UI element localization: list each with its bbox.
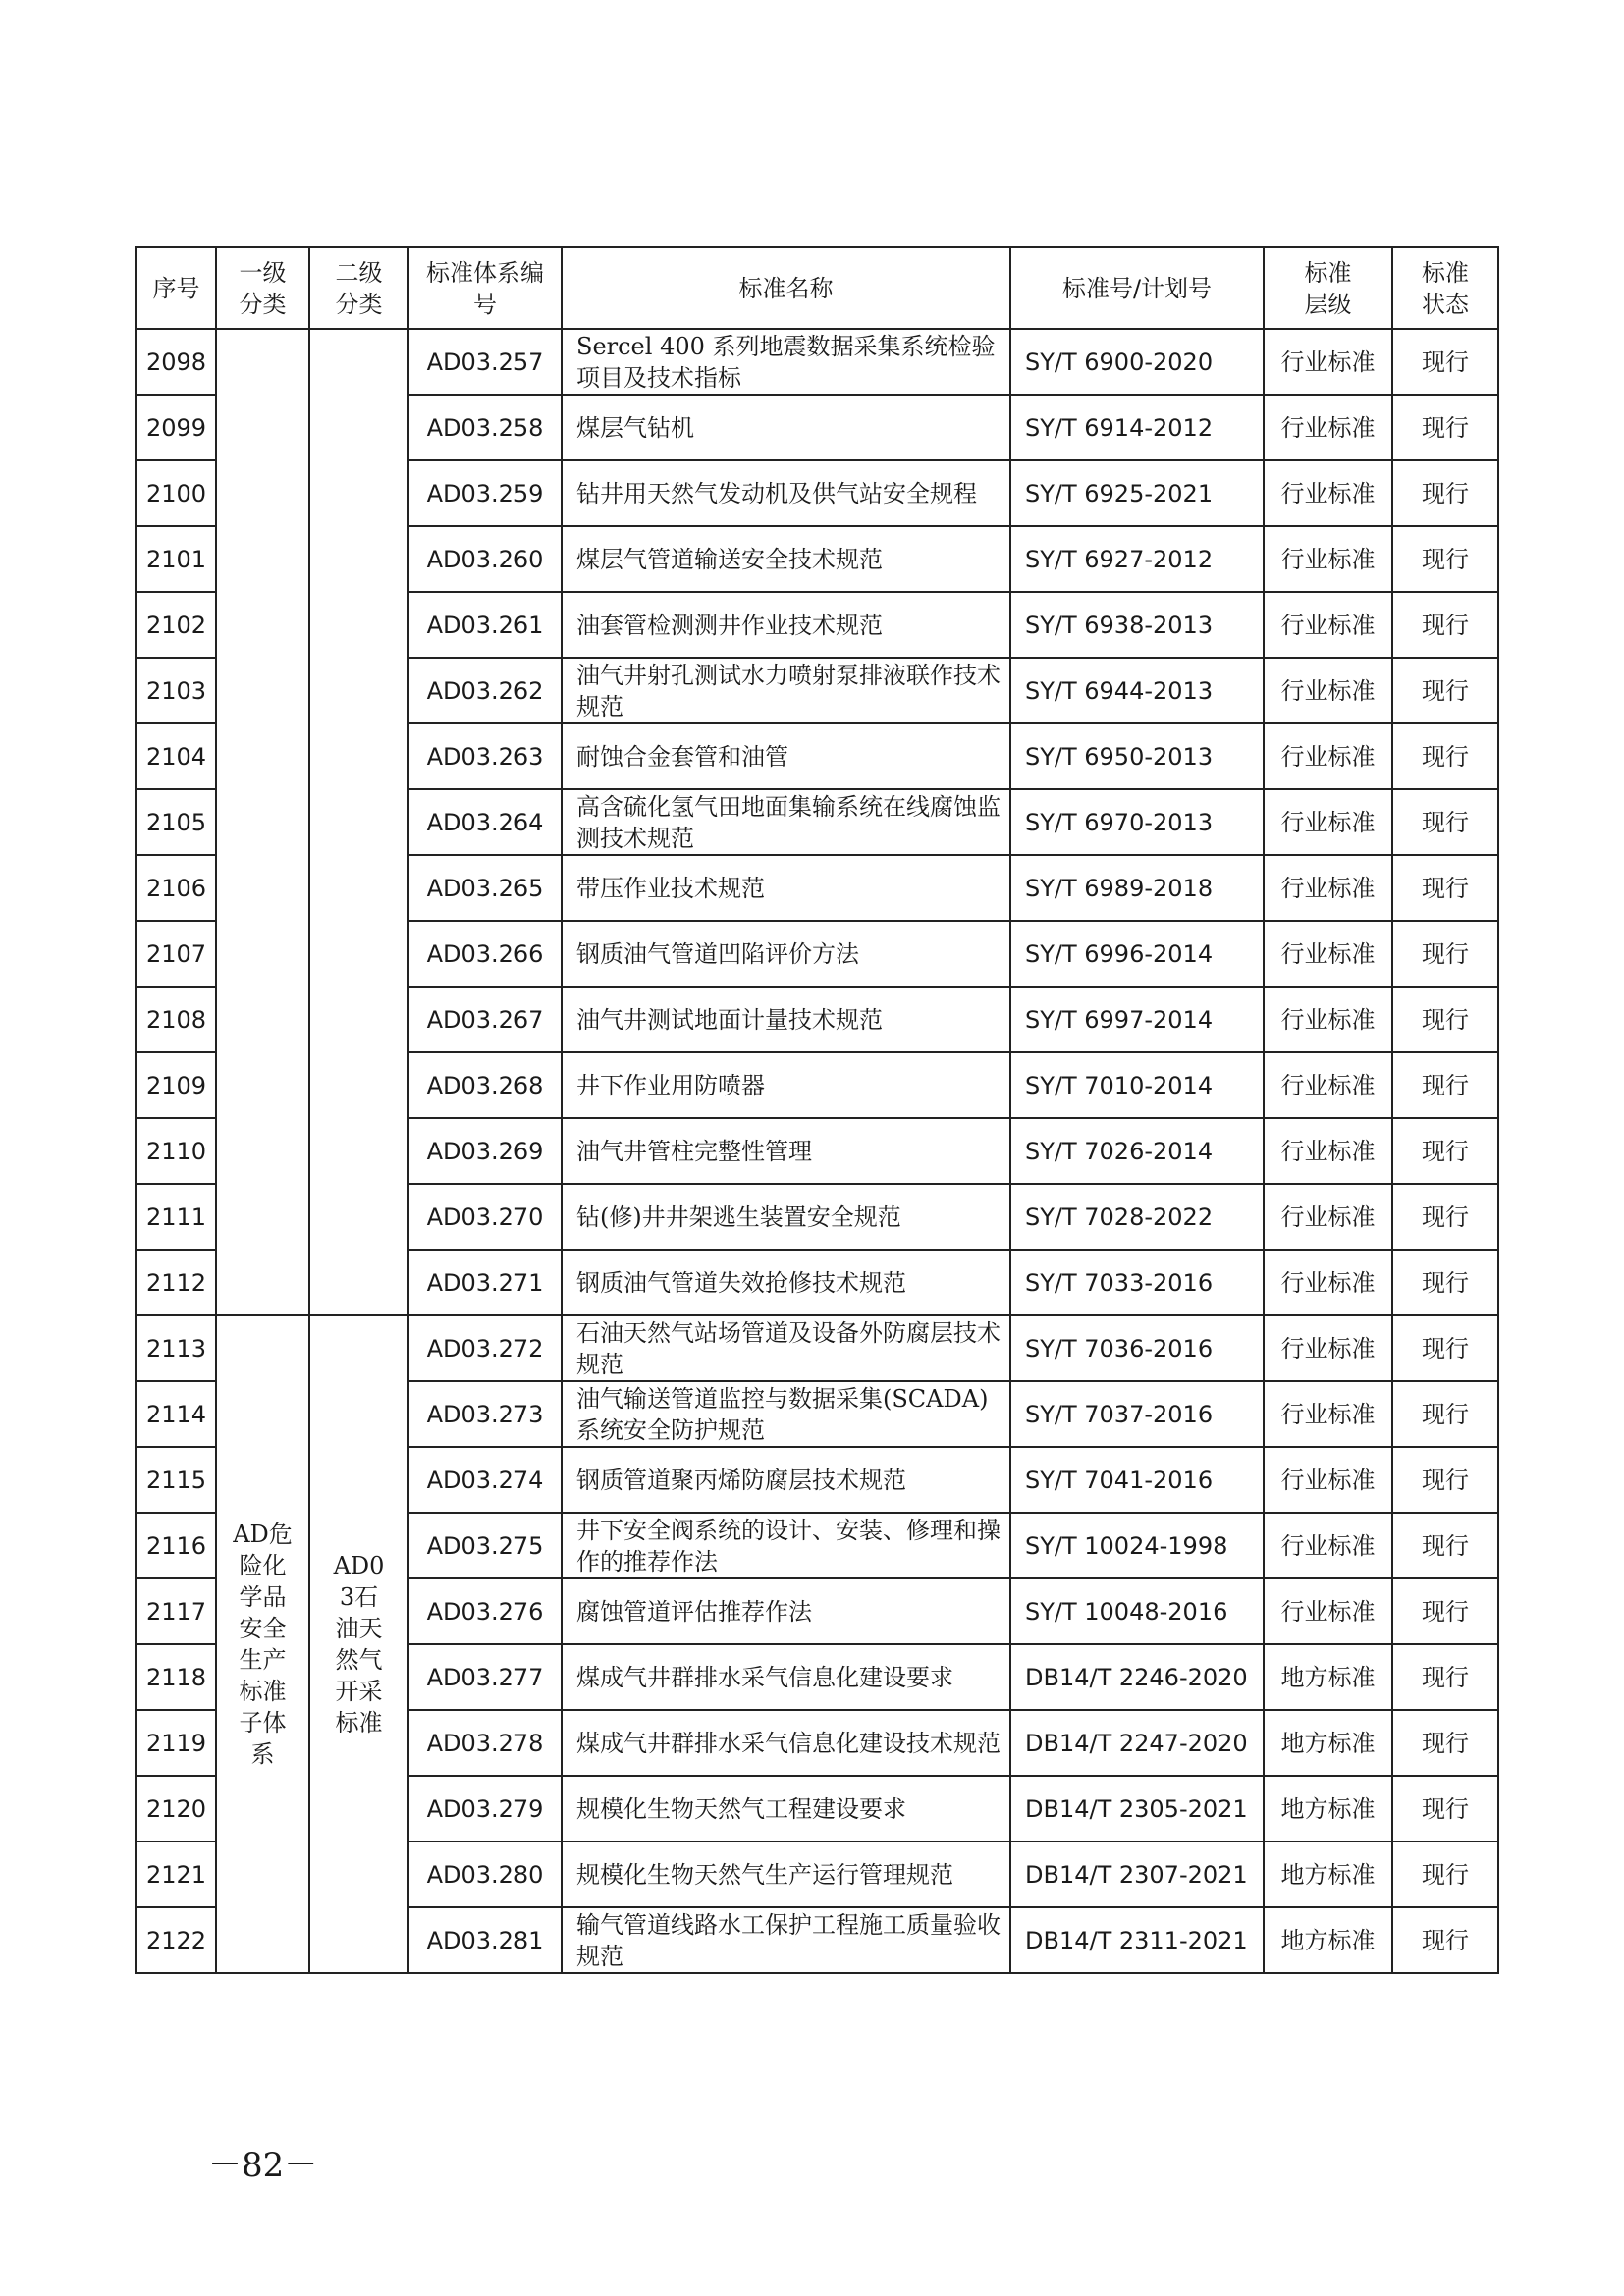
cell-number: SY/T 6927-2012	[1010, 526, 1264, 592]
cell-number: SY/T 6950-2013	[1010, 723, 1264, 789]
cell-sys-code: AD03.275	[408, 1513, 562, 1578]
header-cat2: 二级分类	[309, 247, 408, 329]
cell-number: SY/T 6997-2014	[1010, 987, 1264, 1052]
cell-number: SY/T 7026-2014	[1010, 1118, 1264, 1184]
cell-name: 带压作业技术规范	[562, 855, 1010, 921]
cell-number: SY/T 7033-2016	[1010, 1250, 1264, 1315]
cell-name: 石油天然气站场管道及设备外防腐层技术规范	[562, 1315, 1010, 1381]
cell-name: 输气管道线路水工保护工程施工质量验收规范	[562, 1907, 1010, 1973]
cell-status: 现行	[1392, 1842, 1498, 1907]
cell-status: 现行	[1392, 395, 1498, 460]
cell-seq: 2121	[136, 1842, 216, 1907]
cell-seq: 2118	[136, 1644, 216, 1710]
cell-sys-code: AD03.259	[408, 460, 562, 526]
cell-number: SY/T 6989-2018	[1010, 855, 1264, 921]
cell-status: 现行	[1392, 1513, 1498, 1578]
cell-sys-code: AD03.269	[408, 1118, 562, 1184]
cell-status: 现行	[1392, 789, 1498, 855]
cell-sys-code: AD03.271	[408, 1250, 562, 1315]
cell-seq: 2107	[136, 921, 216, 987]
cell-level: 行业标准	[1264, 592, 1392, 658]
cell-sys-code: AD03.257	[408, 329, 562, 395]
cell-sys-code: AD03.266	[408, 921, 562, 987]
header-sys-code: 标准体系编号	[408, 247, 562, 329]
cell-level: 行业标准	[1264, 1578, 1392, 1644]
cell-name: 钻(修)井井架逃生装置安全规范	[562, 1184, 1010, 1250]
header-cat1: 一级分类	[216, 247, 309, 329]
cell-number: SY/T 6996-2014	[1010, 921, 1264, 987]
cell-number: SY/T 6944-2013	[1010, 658, 1264, 723]
header-seq: 序号	[136, 247, 216, 329]
cell-sys-code: AD03.281	[408, 1907, 562, 1973]
cell-seq: 2099	[136, 395, 216, 460]
cell-number: DB14/T 2307-2021	[1010, 1842, 1264, 1907]
cell-level: 地方标准	[1264, 1710, 1392, 1776]
cell-sys-code: AD03.260	[408, 526, 562, 592]
cell-level: 行业标准	[1264, 855, 1392, 921]
cell-level: 地方标准	[1264, 1907, 1392, 1973]
cell-seq: 2122	[136, 1907, 216, 1973]
cell-level: 地方标准	[1264, 1776, 1392, 1842]
cell-level: 行业标准	[1264, 1118, 1392, 1184]
cell-number: DB14/T 2305-2021	[1010, 1776, 1264, 1842]
cell-name: 煤成气井群排水采气信息化建设技术规范	[562, 1710, 1010, 1776]
cell-number: SY/T 10048-2016	[1010, 1578, 1264, 1644]
cell-seq: 2119	[136, 1710, 216, 1776]
cell-number: DB14/T 2246-2020	[1010, 1644, 1264, 1710]
cell-name: Sercel 400 系列地震数据采集系统检验项目及技术指标	[562, 329, 1010, 395]
cell-seq: 2101	[136, 526, 216, 592]
cell-name: 钢质管道聚丙烯防腐层技术规范	[562, 1447, 1010, 1513]
cell-status: 现行	[1392, 921, 1498, 987]
cell-status: 现行	[1392, 1250, 1498, 1315]
cell-number: SY/T 7028-2022	[1010, 1184, 1264, 1250]
cell-seq: 2108	[136, 987, 216, 1052]
cell-level: 地方标准	[1264, 1644, 1392, 1710]
cell-cat1	[216, 329, 309, 1315]
cell-sys-code: AD03.261	[408, 592, 562, 658]
cell-seq: 2114	[136, 1381, 216, 1447]
cell-number: SY/T 7037-2016	[1010, 1381, 1264, 1447]
cell-status: 现行	[1392, 526, 1498, 592]
table-row	[136, 329, 1498, 395]
cell-status: 现行	[1392, 723, 1498, 789]
cell-status: 现行	[1392, 329, 1498, 395]
cell-level: 地方标准	[1264, 1842, 1392, 1907]
cell-number: SY/T 7010-2014	[1010, 1052, 1264, 1118]
cell-name: 煤成气井群排水采气信息化建设要求	[562, 1644, 1010, 1710]
cell-number: SY/T 6938-2013	[1010, 592, 1264, 658]
cell-level: 行业标准	[1264, 1250, 1392, 1315]
table-row	[136, 1315, 1498, 1381]
cell-status: 现行	[1392, 460, 1498, 526]
cell-level: 行业标准	[1264, 1184, 1392, 1250]
cell-sys-code: AD03.272	[408, 1315, 562, 1381]
cell-name: 高含硫化氢气田地面集输系统在线腐蚀监测技术规范	[562, 789, 1010, 855]
cell-level: 行业标准	[1264, 1381, 1392, 1447]
cell-sys-code: AD03.267	[408, 987, 562, 1052]
cell-name: 井下作业用防喷器	[562, 1052, 1010, 1118]
cell-status: 现行	[1392, 987, 1498, 1052]
cell-seq: 2111	[136, 1184, 216, 1250]
cell-level: 行业标准	[1264, 789, 1392, 855]
cell-sys-code: AD03.264	[408, 789, 562, 855]
cell-status: 现行	[1392, 1118, 1498, 1184]
cell-name: 油套管检测测井作业技术规范	[562, 592, 1010, 658]
cell-name: 井下安全阀系统的设计、安装、修理和操作的推荐作法	[562, 1513, 1010, 1578]
cell-status: 现行	[1392, 1381, 1498, 1447]
cell-number: SY/T 6900-2020	[1010, 329, 1264, 395]
cell-seq: 2112	[136, 1250, 216, 1315]
cell-number: DB14/T 2311-2021	[1010, 1907, 1264, 1973]
cell-seq: 2102	[136, 592, 216, 658]
cell-seq: 2115	[136, 1447, 216, 1513]
cell-sys-code: AD03.263	[408, 723, 562, 789]
cell-sys-code: AD03.278	[408, 1710, 562, 1776]
cell-number: SY/T 7036-2016	[1010, 1315, 1264, 1381]
cell-status: 现行	[1392, 1907, 1498, 1973]
cell-cat2	[309, 329, 408, 1315]
cell-status: 现行	[1392, 855, 1498, 921]
cell-level: 行业标准	[1264, 1513, 1392, 1578]
cell-sys-code: AD03.276	[408, 1578, 562, 1644]
cell-name: 油气输送管道监控与数据采集(SCADA)系统安全防护规范	[562, 1381, 1010, 1447]
cell-seq: 2100	[136, 460, 216, 526]
cell-status: 现行	[1392, 1644, 1498, 1710]
cell-sys-code: AD03.279	[408, 1776, 562, 1842]
cell-sys-code: AD03.258	[408, 395, 562, 460]
cell-seq: 2117	[136, 1578, 216, 1644]
cell-number: SY/T 6970-2013	[1010, 789, 1264, 855]
cell-level: 行业标准	[1264, 658, 1392, 723]
cell-status: 现行	[1392, 1447, 1498, 1513]
cell-seq: 2116	[136, 1513, 216, 1578]
header-level: 标准层级	[1264, 247, 1392, 329]
cell-level: 行业标准	[1264, 1052, 1392, 1118]
cell-level: 行业标准	[1264, 395, 1392, 460]
cat1-label: AD危险化学品安全生产标准子体系	[233, 1521, 293, 1768]
cell-sys-code: AD03.265	[408, 855, 562, 921]
cell-number: DB14/T 2247-2020	[1010, 1710, 1264, 1776]
cell-name: 钢质油气管道凹陷评价方法	[562, 921, 1010, 987]
cell-status: 现行	[1392, 658, 1498, 723]
cell-level: 行业标准	[1264, 1447, 1392, 1513]
cell-seq: 2120	[136, 1776, 216, 1842]
cell-name: 油气井射孔测试水力喷射泵排液联作技术规范	[562, 658, 1010, 723]
cell-number: SY/T 7041-2016	[1010, 1447, 1264, 1513]
cell-status: 现行	[1392, 592, 1498, 658]
cell-seq: 2104	[136, 723, 216, 789]
cell-seq: 2106	[136, 855, 216, 921]
cell-name: 钻井用天然气发动机及供气站安全规程	[562, 460, 1010, 526]
cell-number: SY/T 6914-2012	[1010, 395, 1264, 460]
cell-seq: 2105	[136, 789, 216, 855]
cell-sys-code: AD03.277	[408, 1644, 562, 1710]
cell-number: SY/T 10024-1998	[1010, 1513, 1264, 1578]
cell-status: 现行	[1392, 1184, 1498, 1250]
cell-name: 规模化生物天然气生产运行管理规范	[562, 1842, 1010, 1907]
cell-sys-code: AD03.270	[408, 1184, 562, 1250]
header-status: 标准状态	[1392, 247, 1498, 329]
cell-level: 行业标准	[1264, 1315, 1392, 1381]
cell-status: 现行	[1392, 1578, 1498, 1644]
header-name: 标准名称	[562, 247, 1010, 329]
header-row	[136, 247, 1498, 329]
cell-level: 行业标准	[1264, 987, 1392, 1052]
cell-seq: 2109	[136, 1052, 216, 1118]
cell-name: 耐蚀合金套管和油管	[562, 723, 1010, 789]
header-number: 标准号/计划号	[1010, 247, 1264, 329]
cell-sys-code: AD03.262	[408, 658, 562, 723]
cell-sys-code: AD03.280	[408, 1842, 562, 1907]
cell-cat1	[216, 1315, 309, 1973]
standards-table	[135, 246, 1499, 1974]
cell-number: SY/T 6925-2021	[1010, 460, 1264, 526]
cell-seq: 2110	[136, 1118, 216, 1184]
cell-status: 现行	[1392, 1710, 1498, 1776]
cell-level: 行业标准	[1264, 329, 1392, 395]
cell-seq: 2113	[136, 1315, 216, 1381]
cell-seq: 2103	[136, 658, 216, 723]
table-body	[136, 329, 1498, 1973]
cell-level: 行业标准	[1264, 723, 1392, 789]
cell-status: 现行	[1392, 1776, 1498, 1842]
cell-seq: 2098	[136, 329, 216, 395]
cell-sys-code: AD03.273	[408, 1381, 562, 1447]
cell-cat2	[309, 1315, 408, 1973]
cell-name: 钢质油气管道失效抢修技术规范	[562, 1250, 1010, 1315]
cat2-label: AD03石油天然气开采标准	[333, 1552, 385, 1736]
cell-name: 油气井管柱完整性管理	[562, 1118, 1010, 1184]
cell-status: 现行	[1392, 1052, 1498, 1118]
cell-name: 煤层气管道输送安全技术规范	[562, 526, 1010, 592]
cell-level: 行业标准	[1264, 460, 1392, 526]
cell-name: 油气井测试地面计量技术规范	[562, 987, 1010, 1052]
cell-name: 规模化生物天然气工程建设要求	[562, 1776, 1010, 1842]
cell-sys-code: AD03.274	[408, 1447, 562, 1513]
cell-status: 现行	[1392, 1315, 1498, 1381]
page-number: －82－	[208, 2146, 318, 2185]
cell-level: 行业标准	[1264, 526, 1392, 592]
cell-name: 煤层气钻机	[562, 395, 1010, 460]
cell-level: 行业标准	[1264, 921, 1392, 987]
cell-sys-code: AD03.268	[408, 1052, 562, 1118]
cell-name: 腐蚀管道评估推荐作法	[562, 1578, 1010, 1644]
